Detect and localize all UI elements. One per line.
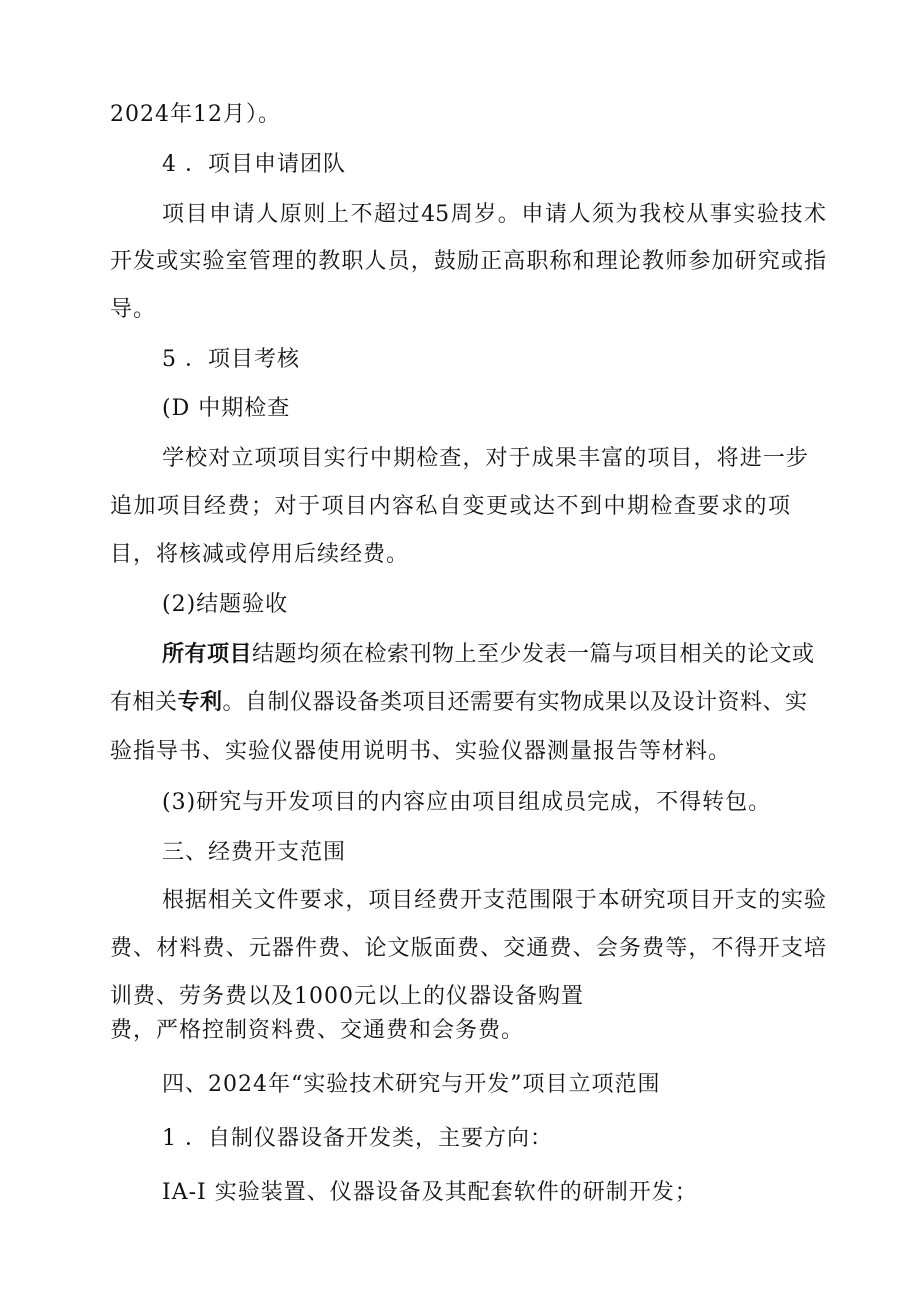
text-line: 导。 — [110, 297, 157, 322]
text-line: 目，将核减或停用后续经费。 — [110, 542, 410, 567]
section-heading: 4 ．项目申请团队 — [162, 152, 346, 177]
text-line: 费、材料费、元器件费、论文版面费、交通费、会务费等，不得开支培 — [110, 936, 826, 961]
section-heading: 1 ．自制仪器设备开发类，主要方向： — [162, 1126, 553, 1151]
text-line — [110, 688, 808, 718]
text-fragment: 。自制仪器设备类项目还需要有实物成果以及设计资料、实 — [222, 690, 808, 715]
section-heading: 四、2024年“实验技术研究与开发”项目立项范围 — [162, 1072, 661, 1097]
text-fragment-emphasis: 所有项目 — [162, 642, 253, 667]
text-line: 训费、劳务费以及1000元以上的仪器设备购置 — [110, 984, 584, 1009]
text-line: 学校对立项项目实行中期检查，对于成果丰富的项目，将进一步 — [162, 446, 808, 471]
text-line: 追加项目经费；对于项目内容私自变更或达不到中期检查要求的项 — [110, 494, 790, 519]
text-fragment-emphasis: 专利 — [177, 690, 223, 715]
text-line: 2024年12月）。 — [110, 102, 281, 127]
subsection-heading: (2)结题验收 — [162, 592, 289, 617]
text-line — [162, 640, 815, 670]
section-heading: 三、经费开支范围 — [162, 840, 347, 865]
text-line: (3)研究与开发项目的内容应由项目组成员完成，不得转包。 — [162, 790, 772, 815]
text-line: 费，严格控制资料费、交通费和会务费。 — [110, 1018, 525, 1043]
text-fragment: 有相关 — [110, 690, 178, 715]
section-heading: 5 ．项目考核 — [162, 347, 300, 372]
text-line: 验指导书、实验仪器使用说明书、实验仪器测量报告等材料。 — [110, 739, 732, 764]
text-line: 开发或实验室管理的教职人员，鼓励正高职称和理论教师参加研究或指 — [110, 249, 826, 274]
text-line: 项目申请人原则上不超过45周岁。申请人须为我校从事实验技术 — [162, 202, 826, 227]
text-fragment: 结题均须在检索刊物上至少发表一篇与项目相关的论文或 — [252, 642, 815, 667]
subsection-heading: (D 中期检查 — [162, 396, 291, 421]
text-line: 根据相关文件要求，项目经费开支范围限于本研究项目开支的实验 — [162, 888, 826, 913]
text-line: IA-I 实验装置、仪器设备及其配套软件的研制开发； — [162, 1180, 698, 1205]
